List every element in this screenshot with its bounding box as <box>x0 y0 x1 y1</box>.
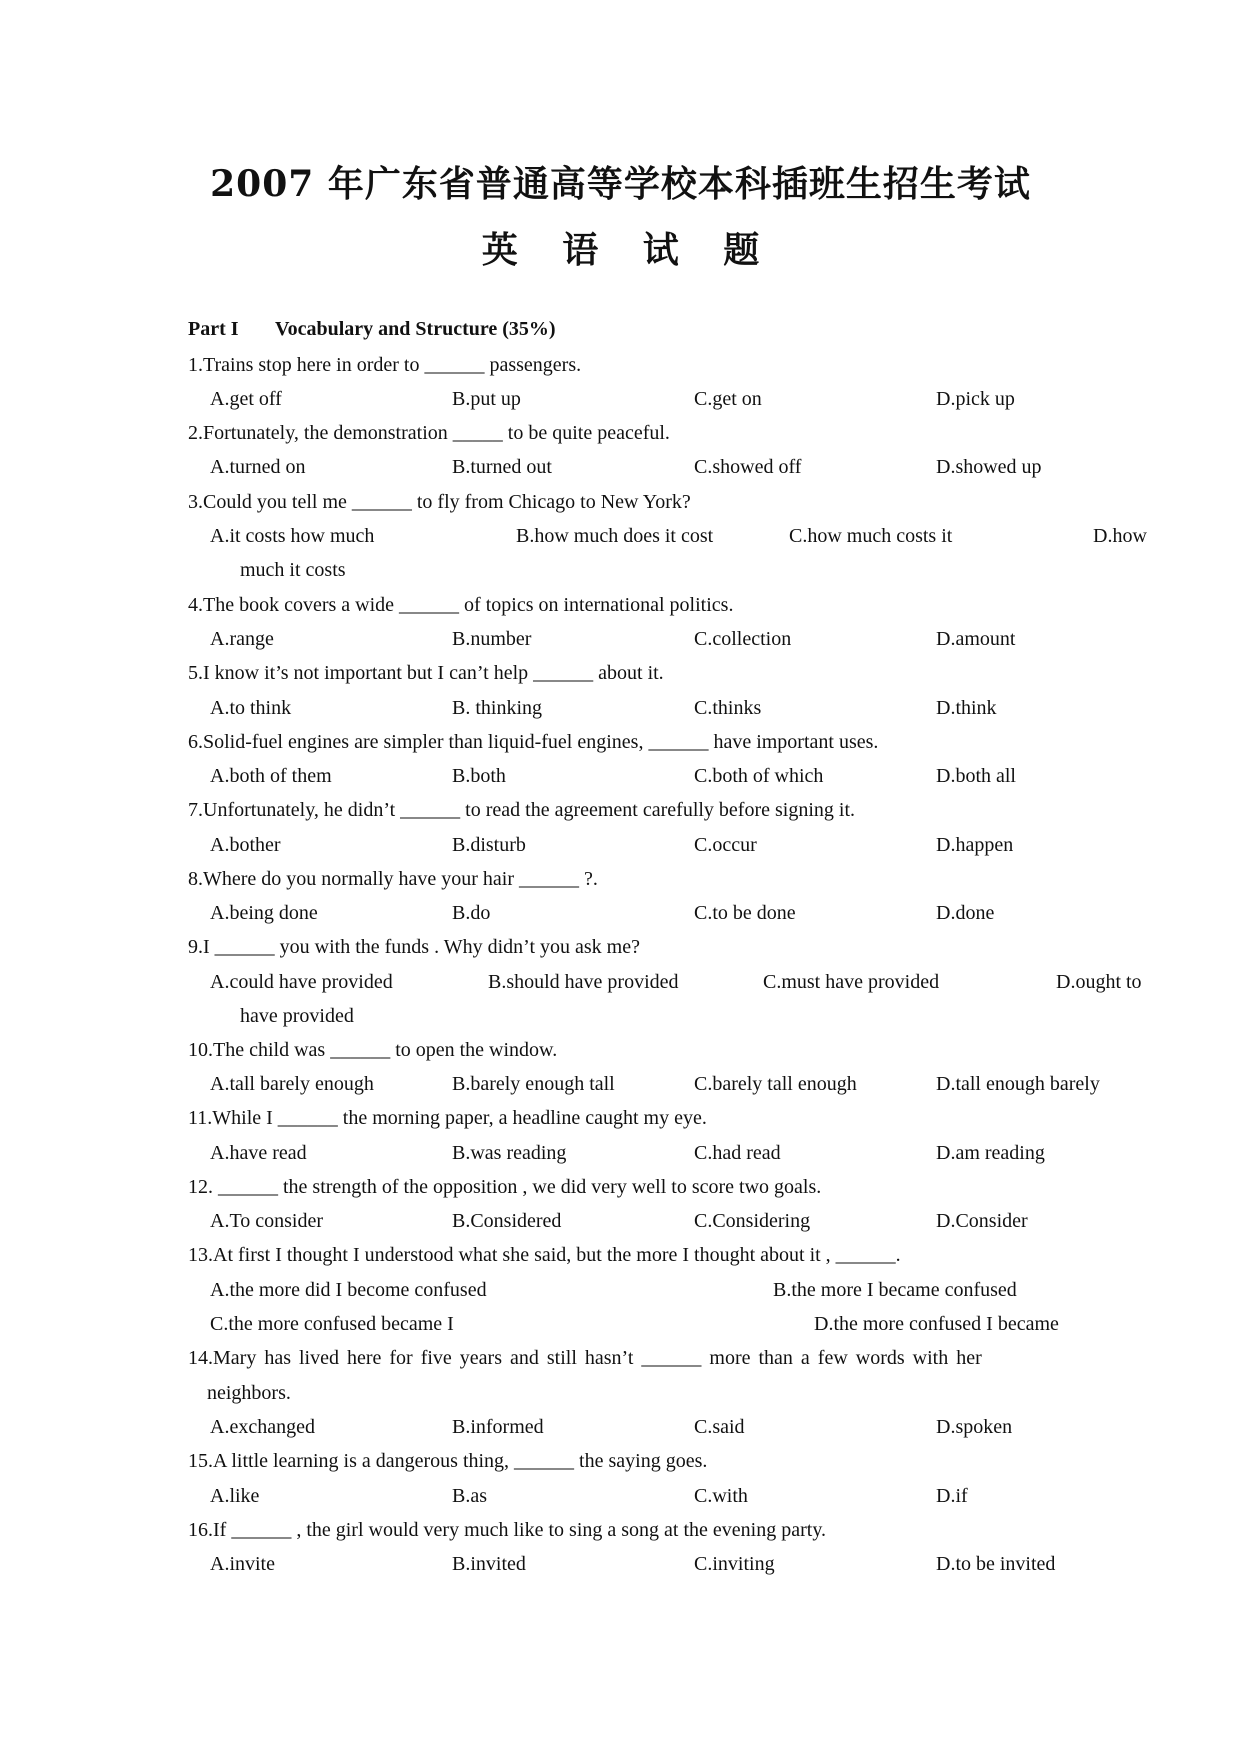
question-stem: 6.Solid-fuel engines are simpler than liquid-fuel engines, ______ have important uses. <box>188 731 879 753</box>
exam-subtitle: 英 语 试 题 <box>481 229 776 271</box>
part-heading <box>188 318 556 341</box>
option-a: A.being done <box>210 902 318 924</box>
option-c: C.had read <box>694 1142 781 1164</box>
option-b: B.turned out <box>452 456 552 478</box>
option-d: D.to be invited <box>936 1553 1056 1575</box>
option-a: A.like <box>210 1485 260 1507</box>
option-d: D.ought to <box>1056 971 1142 993</box>
option-a: A.to think <box>210 697 292 719</box>
option-b: B.both <box>452 765 506 787</box>
option-a: A.exchanged <box>210 1416 315 1438</box>
option-a: A.have read <box>210 1142 307 1164</box>
option-d: D.am reading <box>936 1142 1045 1164</box>
option-a: A.the more did I become confused <box>210 1279 487 1301</box>
option-d: D.think <box>936 697 997 719</box>
question-stem: 13.At first I thought I understood what she said, but the more I thought about it , ______. <box>188 1244 901 1266</box>
option-d: D.tall enough barely <box>936 1073 1100 1095</box>
question-stem: 11.While I ______ the morning paper, a headline caught my eye. <box>188 1107 707 1129</box>
option-a: A.could have provided <box>210 971 393 993</box>
option-d: D.done <box>936 902 995 924</box>
option-b: B.disturb <box>452 834 526 856</box>
option-b: B.informed <box>452 1416 544 1438</box>
option-c: C.with <box>694 1485 748 1507</box>
option-c: C.Considering <box>694 1210 811 1232</box>
option-d: D.showed up <box>936 456 1042 478</box>
option-a: A.both of them <box>210 765 332 787</box>
option-b: B.number <box>452 628 532 650</box>
option-a: A.tall barely enough <box>210 1073 374 1095</box>
option-d: D.both all <box>936 765 1016 787</box>
option-c: C.to be done <box>694 902 796 924</box>
option-b: B.do <box>452 902 491 924</box>
option-c: C.showed off <box>694 456 802 478</box>
option-c: C.occur <box>694 834 757 856</box>
question-stem: 10.The child was ______ to open the window. <box>188 1039 558 1061</box>
exam-title: 2007 年广东省普通高等学校本科插班生招生考试 <box>210 163 1031 205</box>
option-d: D.the more confused I became <box>814 1313 1059 1335</box>
question-stem: 4.The book covers a wide ______ of topics on international politics. <box>188 594 734 616</box>
question-stem: 8.Where do you normally have your hair ______ ?. <box>188 868 598 890</box>
question-stem-continuation: neighbors. <box>207 1382 291 1404</box>
option-c: C.must have provided <box>763 971 940 993</box>
question-stem: 12. ______ the strength of the opposition , we did very well to score two goals. <box>188 1176 822 1198</box>
option-d: D.spoken <box>936 1416 1013 1438</box>
option-b: B.as <box>452 1485 487 1507</box>
option-c: C.thinks <box>694 697 762 719</box>
question-stem: 9.I ______ you with the funds . Why didn’t you ask me? <box>188 936 640 958</box>
option-c: C.barely tall enough <box>694 1073 857 1095</box>
option-continuation: have provided <box>240 1005 354 1027</box>
option-a: A.it costs how much <box>210 525 375 547</box>
option-c: C.collection <box>694 628 792 650</box>
question-stem: 16.If ______ , the girl would very much like to sing a song at the evening party. <box>188 1519 827 1541</box>
option-c: C.the more confused became I <box>210 1313 454 1335</box>
option-b: B.should have provided <box>488 971 679 993</box>
option-a: A.To consider <box>210 1210 324 1232</box>
option-a: A.bother <box>210 834 281 856</box>
option-a: A.turned on <box>210 456 306 478</box>
part-name: Vocabulary and Structure (35%) <box>275 318 556 340</box>
option-c: C.inviting <box>694 1553 775 1575</box>
question-stem: 3.Could you tell me ______ to fly from Chicago to New York? <box>188 491 691 513</box>
option-b: B.Considered <box>452 1210 562 1232</box>
option-a: A.get off <box>210 388 282 410</box>
option-d: D.pick up <box>936 388 1015 410</box>
question-stem: 7.Unfortunately, he didn’t ______ to read the agreement carefully before signing it. <box>188 799 856 821</box>
option-c: C.how much costs it <box>789 525 953 547</box>
option-d: D.amount <box>936 628 1016 650</box>
option-b: B.put up <box>452 388 521 410</box>
option-b: B.the more I became confused <box>773 1279 1017 1301</box>
option-c: C.said <box>694 1416 745 1438</box>
question-stem: 15.A little learning is a dangerous thing, ______ the saying goes. <box>188 1450 708 1472</box>
question-stem: 14.Mary has lived here for five years and still hasn’t ______ more than a few words with her <box>188 1347 982 1369</box>
part-label: Part I <box>188 318 239 340</box>
option-b: B.barely enough tall <box>452 1073 615 1095</box>
option-a: A.invite <box>210 1553 275 1575</box>
option-c: C.get on <box>694 388 762 410</box>
option-a: A.range <box>210 628 274 650</box>
option-d: D.happen <box>936 834 1014 856</box>
question-stem: 2.Fortunately, the demonstration _____ to be quite peaceful. <box>188 422 670 444</box>
option-c: C.both of which <box>694 765 824 787</box>
question-stem: 1.Trains stop here in order to ______ passengers. <box>188 354 582 376</box>
question-stem: 5.I know it’s not important but I can’t help ______ about it. <box>188 662 664 684</box>
option-b: B. thinking <box>452 697 543 719</box>
option-b: B.invited <box>452 1553 526 1575</box>
option-d: D.Consider <box>936 1210 1028 1232</box>
option-b: B.was reading <box>452 1142 567 1164</box>
option-d: D.if <box>936 1485 968 1507</box>
option-continuation: much it costs <box>240 559 346 581</box>
option-d: D.how <box>1093 525 1147 547</box>
option-b: B.how much does it cost <box>516 525 714 547</box>
